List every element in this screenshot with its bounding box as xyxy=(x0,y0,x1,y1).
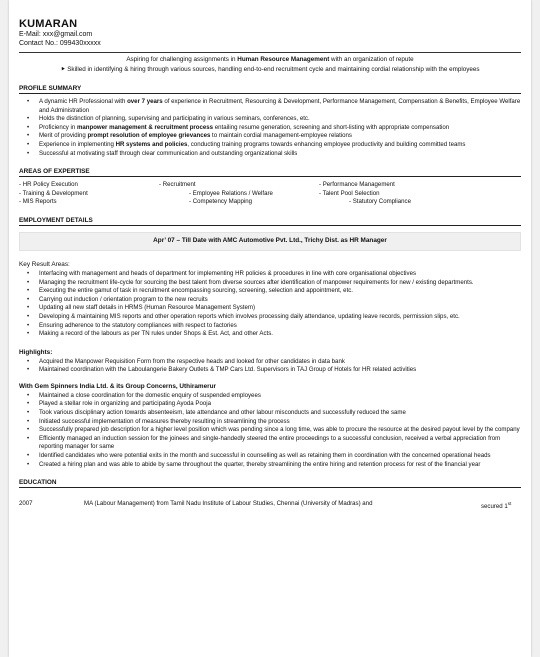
list-item: • Initiated successful implementation of measures thereby resulting in streamlining the process xyxy=(19,418,521,427)
list-item: • Carrying out induction / orientation program to the new recruits xyxy=(19,296,521,305)
section-expertise-title: AREAS OF EXPERTISE xyxy=(19,168,90,176)
section-education-title: EDUCATION xyxy=(19,479,57,487)
expertise-item: - Training & Development xyxy=(19,189,88,197)
kra-title: Key Result Areas: xyxy=(19,260,70,268)
expertise-grid xyxy=(19,181,521,207)
email-line: E-Mail: xxx@gmail.com xyxy=(19,31,93,38)
expertise-item: - HR Policy Execution xyxy=(19,181,78,189)
kra-list xyxy=(19,270,521,339)
expertise-item: - Statutory Compliance xyxy=(349,198,411,206)
list-item: • Maintained coordination with the Laboulangerie Bakery Outlets & TMP Cars Ltd. Supervisors in TAJ Group of Hotels for HR related activities xyxy=(19,366,521,375)
highlights-list xyxy=(19,358,521,375)
expertise-item: - Competency Mapping xyxy=(189,198,252,206)
expertise-item: - Recruitment xyxy=(159,181,196,189)
section-employment-title: EMPLOYMENT DETAILS xyxy=(19,216,93,224)
resume-page xyxy=(9,0,531,657)
contact-line: Contact No.: 099430xxxxx xyxy=(19,40,101,47)
candidate-name: KUMARAN xyxy=(19,18,78,30)
objective-line-1: Aspiring for challenging assignments in Human Resource Management with an organization of repute xyxy=(126,56,414,63)
list-item: • Developing & maintaining MIS reports and other operation reports which involves processing daily attendance, updating leave records, permission slips, etc. xyxy=(19,313,521,322)
list-item: • Holds the distinction of planning, supervising and participating in various seminars, conferences, etc. xyxy=(19,115,521,124)
list-item: • Ensuring adherence to the statutory compliances with respect to factories xyxy=(19,322,521,331)
list-item: • Created a hiring plan and was able to abide by same throughout the quarter, thereby streamlining the entire hiring and retention process for rest of the financial year xyxy=(19,461,521,470)
education-degree: MA (Labour Management) from Tamil Nadu Institute of Labour Studies, Chennai (University of Madras) and xyxy=(84,500,373,508)
section-rule xyxy=(19,176,521,177)
list-item: • Updating all new staff details in HRMS (Human Resource Management System) xyxy=(19,304,521,313)
list-item: • Took various disciplinary action towards absenteeism, late attendance and other labour misconducts and successfully reduced the same xyxy=(19,409,521,418)
objective-line-2: ⯈ Skilled in identifying & hiring through various sources, handling end-to-end recruitment cycle and maintaining cordial relationship with the employees xyxy=(60,66,480,73)
section-profile-title: PROFILE SUMMARY xyxy=(19,85,82,92)
list-item: • Efficiently managed an induction session for the joinees and single-handedly steered the entire proceedings to a successful conclusion, received a verbal appreciation from reporting manager for same xyxy=(19,435,521,452)
list-item: • Interfacing with management and heads of department for implementing HR policies & procedures in line with core organisational objectives xyxy=(19,270,521,279)
profile-list xyxy=(19,98,521,158)
list-item: • Proficiency in manpower management & recruitment process entailing resume generation, screening and short-listing with appropriate compensation xyxy=(19,124,521,133)
expertise-item: - MIS Reports xyxy=(19,198,57,206)
job-title-band: Apr’ 07 – Till Date with AMC Automotive Pvt. Ltd., Trichy Dist. as HR Manager xyxy=(19,232,521,251)
header-rule xyxy=(19,52,521,53)
education-result: secured 1st xyxy=(481,501,512,511)
list-item: • Making a record of the labours as per TN rules under Shops & Est. Act, and other Acts. xyxy=(19,330,521,339)
list-item: • Experience in implementing HR systems and policies, conducting training programs towards enhancing employee productivity and building committed teams xyxy=(19,141,521,150)
list-item: • Maintained a close coordination for the domestic enquiry of suspended employees xyxy=(19,392,521,401)
list-item: • Played a stellar role in organizing and participating Ayoda Pooja xyxy=(19,400,521,409)
arrow-icon: ⯈ xyxy=(60,66,68,73)
expertise-item: - Talent Pool Selection xyxy=(319,189,380,197)
gem-employer-title: With Gem Spinners India Ltd. & its Group Concerns, Uthiramerur xyxy=(19,382,217,390)
section-rule xyxy=(19,93,521,94)
section-rule xyxy=(19,225,521,226)
list-item: • Identified candidates who were potential exits in the month and successful in counselling as well as retaining them in coordination with the concerned operational heads xyxy=(19,452,521,461)
gem-list xyxy=(19,392,521,469)
list-item: • Merit of providing prompt resolution of employee grievances to maintain cordial management-employee relations xyxy=(19,132,521,141)
highlights-title: Highlights: xyxy=(19,348,53,356)
education-year: 2007 xyxy=(19,500,33,508)
list-item: • A dynamic HR Professional with over 7 years of experience in Recruitment, Resourcing & Development, Performance Management, Compensation & Benefits, Employee Welfare and Administration xyxy=(19,98,521,115)
section-rule xyxy=(19,487,521,488)
list-item: • Executing the entire gamut of task in recruitment encompassing sourcing, screening, selection and appointment, etc. xyxy=(19,287,521,296)
expertise-item: - Performance Management xyxy=(319,181,395,189)
list-item: • Acquired the Manpower Requisition Form from the respective heads and looked for other candidates in data bank xyxy=(19,358,521,367)
list-item: • Managing the recruitment life-cycle for sourcing the best talent from diverse sources after identification of manpower requirements for new / existing departments. xyxy=(19,279,521,288)
list-item: • Successfully prepared job description for a higher level position which was pending since a long time, was able to procure the resource at the desired payout level by the company xyxy=(19,426,521,435)
expertise-item: - Employee Relations / Welfare xyxy=(189,189,273,197)
list-item: • Successful at motivating staff through clear communication and outstanding organizational skills xyxy=(19,150,521,159)
